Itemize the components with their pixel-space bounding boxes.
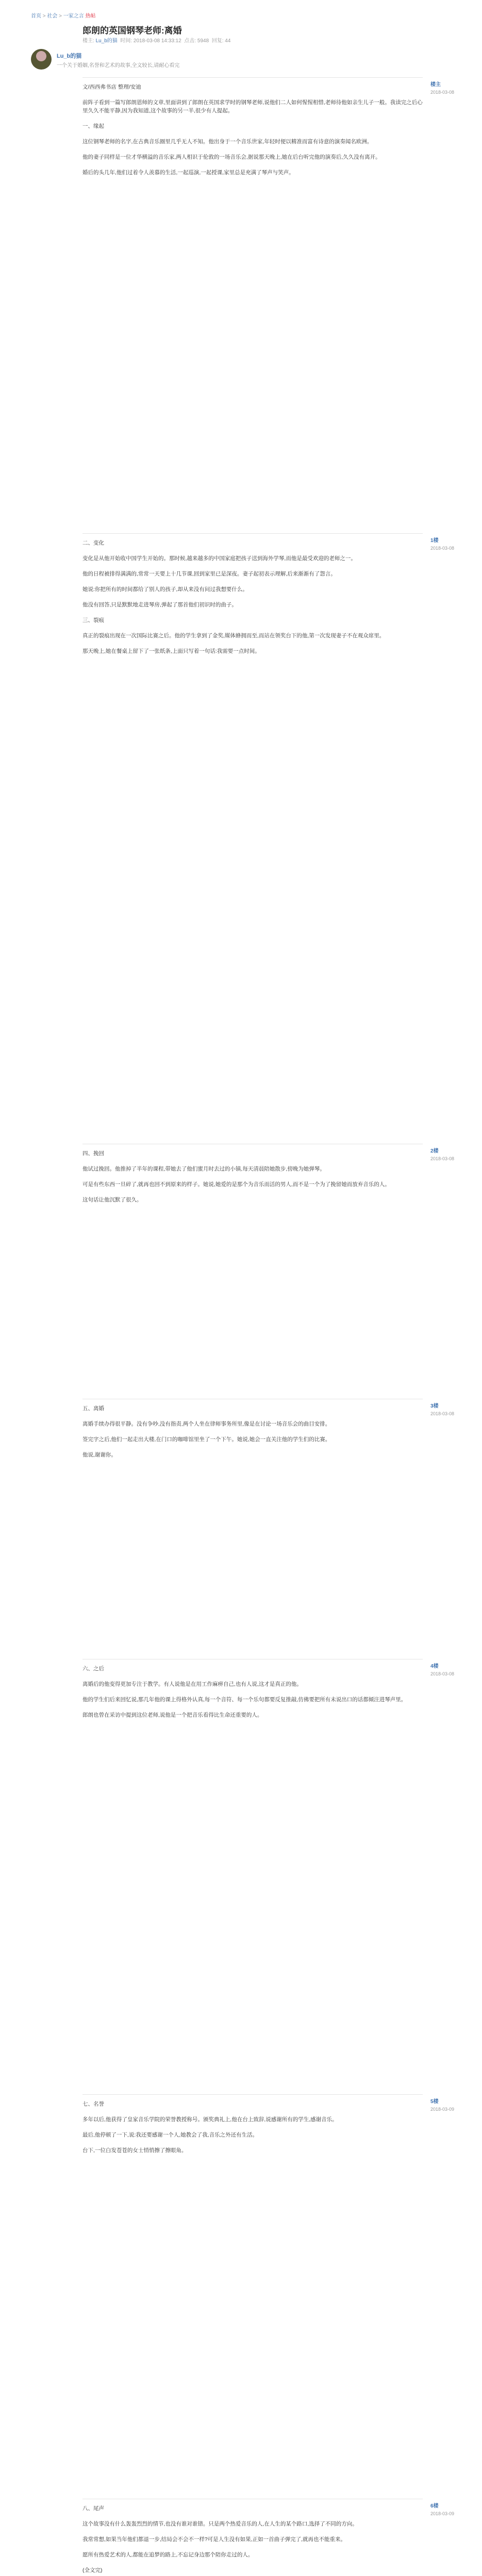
post-paragraph: 郎朗也曾在采访中提到这位老师,说他是一个把音乐看得比生命还重要的人。	[82, 1712, 263, 1718]
post-paragraph: 可是有些东西一旦碎了,就再也回不到原来的样子。她说,她爱的是那个为音乐而活的男人,而不是一个为了挽留她而放弃音乐的人。	[82, 1181, 390, 1188]
post-date: 时间: 2018-03-08 14:33:12	[120, 38, 181, 44]
post-paragraph: 前阵子看到一篇写郎朗恩师的文章,里面讲到了郎朗在英国求学时的钢琴老师,说他们二人如何惺惺相惜,老师待他如亲生儿子一般。我读完之后心里久久不能平静,因为我知道,这个故事的另一半,很少有人提起。	[82, 99, 423, 114]
breadcrumb-board[interactable]: 一家之言	[63, 13, 84, 19]
post-section	[82, 77, 423, 533]
floor-marker	[430, 2098, 472, 2113]
floor-label: 1楼	[430, 538, 439, 544]
post-paragraph: 这个故事没有什么轰轰烈烈的情节,也没有谁对谁错。只是两个热爱音乐的人,在人生的某个路口,选择了不同的方向。	[82, 2521, 358, 2527]
post-paragraph: 三、裂痕	[82, 617, 104, 623]
post-paragraph: 他的日程被排得满满的,常常一天要上十几节课,回到家里已是深夜。妻子起初表示理解,后来渐渐有了怨言。	[82, 571, 336, 577]
breadcrumb-home[interactable]: 首页	[31, 13, 41, 19]
post-paragraph: 多年以后,他获得了皇家音乐学院的荣誉教授称号。颁奖典礼上,他在台上致辞,说感谢所有的学生,感谢音乐。	[82, 2116, 338, 2123]
floor-time: 2018-03-08	[430, 1671, 455, 1676]
post-paragraph: 他说,谢谢你。	[82, 1452, 117, 1458]
floor-marker	[430, 81, 472, 96]
page-title: 郎朗的英国钢琴老师:离婚	[82, 26, 182, 36]
avatar[interactable]	[31, 49, 52, 70]
post-paragraph: 台下,一位白发苍苍的女士悄悄擦了擦眼角。	[82, 2147, 187, 2154]
post-paragraph: 他没有回答,只是默默地走进琴房,弹起了那首他们初识时的曲子。	[82, 602, 237, 608]
floor-time: 2018-03-08	[430, 1411, 455, 1416]
author-name[interactable]: Lu_b的猫	[57, 53, 82, 59]
breadcrumb: 首页 > 社会 > 一家之言 热帖	[31, 13, 96, 19]
post-paragraph: 文/西西弗书店 整理/安迪	[82, 84, 141, 90]
floor-time: 2018-03-08	[430, 546, 455, 551]
post-clicks: 点击: 5948	[184, 38, 209, 44]
floor-marker	[430, 1148, 472, 1162]
post-paragraph: 变化是从他开始收中国学生开始的。那时候,越来越多的中国家庭把孩子送到海外学琴,而他是最受欢迎的老师之一。	[82, 555, 356, 562]
floor-marker	[430, 2503, 472, 2517]
post-section	[82, 1659, 423, 2094]
post-section	[82, 533, 423, 1144]
floor-label: 4楼	[430, 1664, 439, 1669]
post-paragraph: 签完字之后,他们一起走出大楼,在门口的咖啡馆里坐了一个下午。她说,她会一直关注他的学生们的比赛。	[82, 1436, 331, 1443]
post-paragraph: 他试过挽回。他推掉了半年的课程,带她去了他们蜜月时去过的小镇,每天清晨陪她散步,傍晚为她弹琴。	[82, 1166, 325, 1172]
floor-marker	[430, 537, 472, 552]
post-paragraph: 八、尾声	[82, 2505, 104, 2512]
floor-time: 2018-03-08	[430, 90, 455, 95]
post-paragraph: 四、挽回	[82, 1150, 104, 1157]
post-replies: 回复: 44	[211, 38, 231, 44]
floor-label: 楼主	[430, 82, 441, 88]
floor-time: 2018-03-09	[430, 2511, 455, 2516]
floor-label: 5楼	[430, 2099, 439, 2105]
post-paragraph: 一、缘起	[82, 123, 104, 129]
post-paragraph: 他的妻子同样是一位才华横溢的音乐家,两人相识于伦敦的一场音乐会,据说那天晚上,她在后台听完他的演奏后,久久没有离开。	[82, 154, 381, 160]
post-section	[82, 2499, 423, 2576]
post-paragraph: 最后,他停顿了一下,说:我还要感谢一个人,她教会了我,音乐之外还有生活。	[82, 2132, 258, 2138]
floor-time: 2018-03-09	[430, 2107, 455, 2112]
post-section	[82, 1399, 423, 1659]
breadcrumb-section[interactable]: 社会	[47, 13, 58, 19]
post-paragraph: 离婚后的他变得更加专注于教学。有人说他是在用工作麻痹自己,也有人说,这才是真正的他。	[82, 1681, 302, 1687]
floor-marker	[430, 1403, 472, 1417]
post-paragraph: 这位钢琴老师的名字,在古典音乐圈里几乎无人不知。他出身于一个音乐世家,年轻时便以精准而富有诗意的演奏闻名欧洲。	[82, 139, 373, 145]
hot-tag: 热帖	[85, 13, 96, 19]
post-paragraph: 五、离婚	[82, 1405, 104, 1412]
post-paragraph: 六、之后	[82, 1666, 104, 1672]
post-paragraph: 离婚手续办得很平静。没有争吵,没有指责,两个人坐在律师事务所里,像是在讨论一场音乐会的曲目安排。	[82, 1421, 331, 1427]
post-paragraph: 我常常想,如果当年他们都退一步,结局会不会不一样?可是人生没有如果,正如一首曲子弹完了,就再也不能重来。	[82, 2536, 346, 2543]
post-paragraph: (全文完)	[82, 2567, 103, 2573]
floor-label: 6楼	[430, 2503, 439, 2509]
article-body	[82, 77, 423, 2576]
post-meta	[82, 36, 230, 44]
post-paragraph: 七、名誉	[82, 2101, 104, 2107]
post-paragraph: 二、变化	[82, 540, 104, 546]
author-line	[57, 52, 85, 60]
floor-time: 2018-03-08	[430, 1156, 455, 1161]
post-paragraph: 他的学生们后来回忆说,那几年他的课上得格外认真,每一个音符、每一个乐句都要反复推敲,仿佛要把所有未说出口的话都倾注进琴声里。	[82, 1697, 407, 1703]
post-section	[82, 1144, 423, 1399]
post-paragraph: 那天晚上,她在餐桌上留下了一张纸条,上面只写着一句话:我需要一点时间。	[82, 648, 260, 654]
author-subline: 一个关于婚姻,名誉和艺术的故事,全文较长,请耐心看完	[57, 63, 180, 69]
author-link[interactable]: Lu_b的猫	[95, 38, 118, 44]
post-paragraph: 婚后的头几年,他们过着令人羡慕的生活,一起巡演,一起授课,家里总是充满了琴声与笑声。	[82, 170, 294, 176]
post-paragraph: 她说:你把所有的时间都给了别人的孩子,却从来没有问过我想要什么。	[82, 586, 248, 592]
post-section	[82, 2094, 423, 2499]
meta-prefix: 楼主:	[82, 38, 94, 44]
floor-label: 2楼	[430, 1148, 439, 1154]
floor-label: 3楼	[430, 1403, 439, 1409]
post-paragraph: 这句话让他沉默了很久。	[82, 1197, 142, 1203]
floor-marker	[430, 1663, 472, 1677]
post-paragraph: 真正的裂痕出现在一次国际比赛之后。他的学生拿到了金奖,媒体蜂拥而至,而站在领奖台下的他,第一次发现妻子不在观众席里。	[82, 633, 385, 639]
post-paragraph: 愿所有热爱艺术的人,都能在追梦的路上,不忘记身边那个陪你走过的人。	[82, 2552, 254, 2558]
